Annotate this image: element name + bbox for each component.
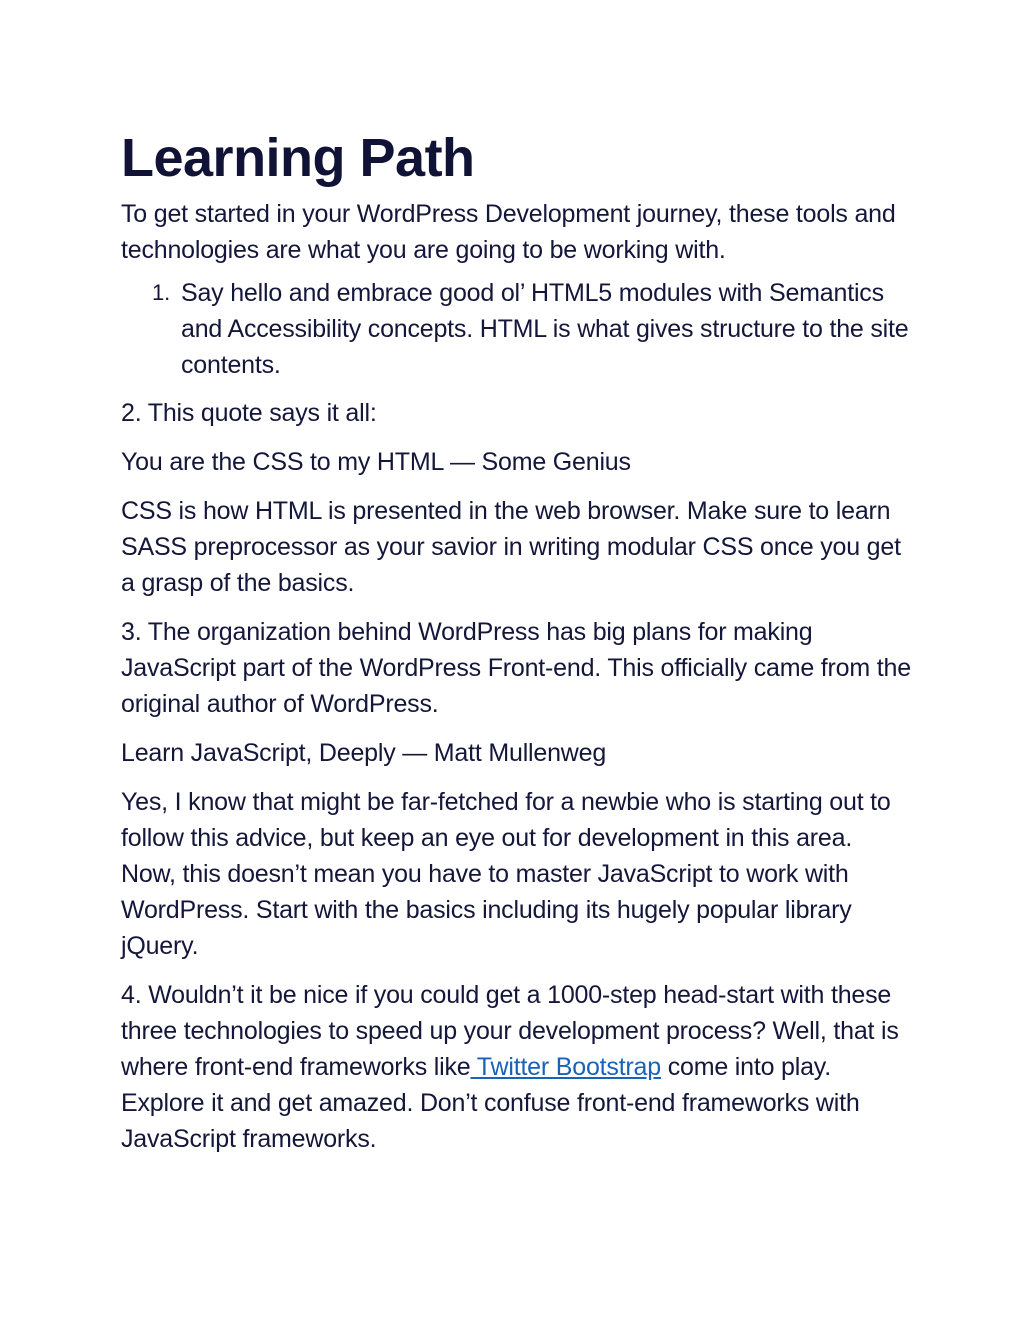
paragraph-javascript: Yes, I know that might be far-fetched for a newbie who is starting out to follow this advice, but keep an eye out for development in this area. Now, this doesn’t mean you have to master JavaScript to work with WordPress. Start with the basics including its hugely popular library jQuery. [121, 788, 891, 960]
paragraph-css: CSS is how HTML is presented in the web browser. Make sure to learn SASS preprocessor as your savior in writing modular CSS once you get a grasp of the basics. [121, 497, 901, 597]
list-item-1 [121, 275, 911, 383]
intro-paragraph: To get started in your WordPress Development journey, these tools and technologies are what you are going to be working with. [121, 200, 896, 264]
list-item-text: Say hello and embrace good ol’ HTML5 modules with Semantics and Accessibility concepts. HTML is what gives structure to the site contents. [181, 279, 909, 379]
paragraph-4-text-after: come into play. Explore it and get amazed. Don’t confuse front-end frameworks with JavaScript frameworks. [121, 1053, 860, 1153]
twitter-bootstrap-link[interactable]: Twitter Bootstrap [470, 1053, 661, 1081]
paragraph-4 [121, 977, 911, 1157]
quote-javascript: Learn JavaScript, Deeply — Matt Mullenweg [121, 739, 607, 767]
quote-css: You are the CSS to my HTML — Some Genius [121, 448, 631, 476]
page-title: Learning Path [121, 128, 475, 188]
paragraph-4-text-before: 4. Wouldn’t it be nice if you could get a 1000-step head-start with these three technologies to speed up your development process? Well, that is where front-end frameworks like [121, 981, 899, 1081]
paragraph-3: 3. The organization behind WordPress has big plans for making JavaScript part of the WordPress Front-end. This officially came from the original author of WordPress. [121, 618, 911, 718]
paragraph-2: 2. This quote says it all: [121, 399, 377, 427]
list-number: 1. [152, 280, 170, 305]
document-page [121, 126, 911, 1170]
